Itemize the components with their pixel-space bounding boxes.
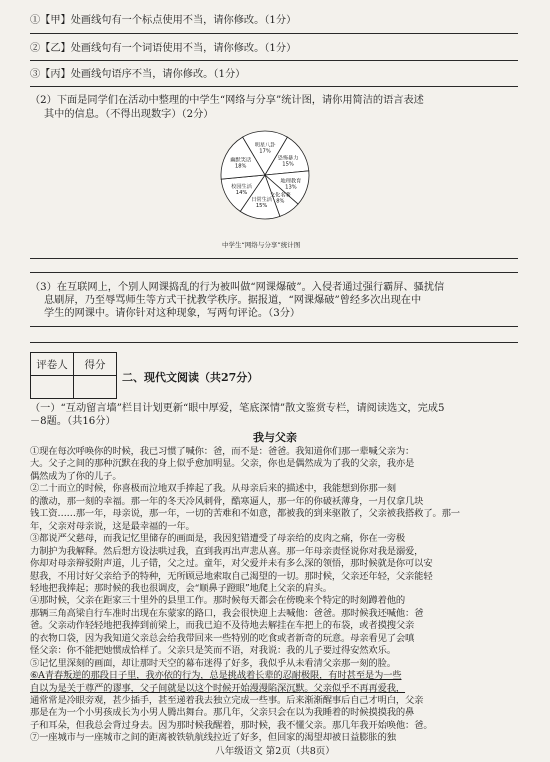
passage-line: 轻地把我捧起；那时候的我也很调皮，会“顺鼻子蹬眼”地爬上父亲的肩头。 xyxy=(30,582,332,594)
section-heading: 二、现代文阅读（共27分） xyxy=(122,371,259,384)
pie-slice-label: 明星八卦 17% xyxy=(254,142,276,155)
passage-line: ⑥A青春叛逆的那段日子里，我亦依的行为，总是挑战着长辈的忍耐极限，有时甚至是为一些 xyxy=(30,670,402,682)
pie-slice-label: 幽默笑话 18% xyxy=(230,157,252,170)
passage-line: 慰我，不用讨好父亲给予的特种，无所顾忌地索取自己渴望的一切。那时候，父亲还年轻，父亲能轻 xyxy=(30,570,433,582)
pie-slice-label: 文化名著 8% xyxy=(269,192,291,205)
passage-line: 的衣物口袋，因为我知道父亲总会给我带回来一些特别的吃食或者新奇的玩意。母亲看见了会嗔 xyxy=(30,632,415,644)
passage-line: 那是在为一个小男孩成长为小男人腾出舞台。那几年，父亲只会在以为我睡着的时候摸摸我的鼻 xyxy=(30,707,415,719)
passage-line: ④那时候，父亲在距家三十里外的县里工作。那时候每天都会在傍晚来个特定的时刻蹲着他的 xyxy=(30,595,406,607)
passage-line: ②二十而立的时候，你喜极而泣地双手捧起了我。从母亲后来的描述中，我能想到你那一刻 xyxy=(30,483,396,495)
answer-line xyxy=(30,33,518,34)
question-2-line-1: （2）下面是同学们在活动中整理的中学生“网络与分享”统计图，请你用简洁的语言表述 xyxy=(30,95,424,106)
answer-line xyxy=(30,86,518,87)
passage-line: 自以为是关于尊严的谬事，父子间就是以这个时候开始漫漫陷深沉默。父亲似乎不再再爱我， xyxy=(30,682,406,694)
passage-line: 爸。父亲动作轻轻地把我捧到前梁上，而我已迫不及待地去解挂在车把上的布袋，或者摸搜父亲 xyxy=(30,620,415,632)
score-label: 得分 xyxy=(74,353,117,376)
reviewer-label: 评卷人 xyxy=(31,353,74,376)
passage-line: 那辆三角高梁自行车准时出现在东蒙家的路口，我会很快迎上去喊他：爸爸。那时候我还喊他：爸 xyxy=(30,607,424,619)
answer-line xyxy=(30,342,518,343)
answer-line xyxy=(30,258,518,259)
pie-slice-label: 校园生活 14% xyxy=(231,183,252,196)
passage-line: 你却对母亲辩驳附声道，儿子错，父之过。童年，对父爱并未有多么深的领悟，那时候就是你可以安 xyxy=(30,558,433,570)
passage-line: 年，父亲对母亲说，这是最幸福的一年。 xyxy=(30,520,195,532)
question-2-line-2: 其中的信息。（不得出现数字）（2分） xyxy=(44,109,214,120)
pie-chart xyxy=(210,120,320,230)
passage-line: ③都说严父慈母，而我记忆里储存的画面是，我因犯错遭受了母亲给的皮肉之痛，你在一旁极 xyxy=(30,533,406,545)
passage-line: 通常常是冷眼旁观，甚少插手，甚至递着我去独立完成一些事。后来渐渐醒事后自己才明白，父亲 xyxy=(30,695,424,706)
chart-title: 中学生“网络与分享”统计图 xyxy=(222,241,301,249)
passage-line: 的激动，那一刻的幸福。那一年的冬天冷风刺骨，酷寒逼人，那一年的你破袄薄身，一月仅拿几块 xyxy=(30,495,424,507)
question-3-line-3: 学生的网课中。请你针对这种现象，写两句评论。（3分） xyxy=(44,308,301,319)
pie-slice-label: 地理教育 13% xyxy=(280,178,302,191)
passage-line: 怪父亲：你不能把她惯成恰样了。父亲只是笑而不语，对我说：我的儿子要过得安然欢乐。 xyxy=(30,645,396,657)
passage-line: 钱工资……那一年，母亲说，那一年，一切的苦难和不如意，都被我的到来驱散了，父亲被我搭救了。那一 xyxy=(30,508,460,520)
answer-line xyxy=(30,272,518,273)
question-1-1: ①【甲】处画线句有一个标点使用不当，请你修改。（1分） xyxy=(30,15,297,26)
section-intro-line-2: －8题。（共16分） xyxy=(30,416,116,427)
passage-line: ①现在每次呼唤你的时候，我已习惯了喊你：爸，而不是：爸爸。我知道你们那一辈喊父亲为： xyxy=(30,446,415,457)
question-1-3: ③【丙】处画线句语序不当，请你修改。（1分） xyxy=(30,69,246,80)
pie-slice-label: 恐怖暴力 15% xyxy=(277,155,299,168)
question-3-line-1: （3）在互联网上，个别人网课捣乱的行为被叫做“网课爆破”。入侵者通过强行霸屏、骚扰信 xyxy=(30,282,445,293)
section-intro-line-1: （一）“互动留言墙”栏目计划更新“眼中厚爱，笔底深情”散文鉴赏专栏，请阅读选文，完成5 xyxy=(30,403,445,414)
score-table xyxy=(30,352,117,399)
passage-line: ⑦一座城市与一座城市之间的距离被铁轨航线拉近了好多，但回家的渴望却被日益膨胀的独 xyxy=(30,732,396,744)
answer-line xyxy=(30,60,518,61)
page-footer: 八年级语文 第2页（共8页） xyxy=(215,746,335,757)
passage-title: 我与父亲 xyxy=(253,431,297,444)
score-cell xyxy=(74,376,117,399)
pie-slice-label: 日常生活 15% xyxy=(251,197,272,210)
question-3-line-2: 息刷屏，乃至辱骂师生等方式干扰教学秩序。据报道，“网课爆破”曾经多次出现在中 xyxy=(44,295,422,306)
passage-line: 大。父子之间的那种沉默在我的身上似乎愈加明显。父亲，你也是偶然成为了我的父亲，我亦是 xyxy=(30,458,415,470)
reviewer-cell xyxy=(31,376,74,399)
passage-line: 子和耳朵，但我总会背过身去。因为那时候我醒着，那时候，我不懂父亲。那几年我开始唤他：爸。 xyxy=(30,719,433,731)
answer-line xyxy=(30,326,518,327)
question-1-2: ②【乙】处画线句有一个词语使用不当，请你修改。（1分） xyxy=(30,43,297,54)
passage-line: 偶然成为了你的儿子。 xyxy=(30,470,122,482)
passage-line: 力制护为我解释。然后想方设法哄过我，直到我再出声悲从喜。那一年母亲责怪说你对我是溺爱， xyxy=(30,545,424,557)
passage-line: ⑤记忆里深刻的画面，却让那时天空的幕布迷得了好多，我似乎从未看清父亲那一刻的脸。 xyxy=(30,657,396,669)
